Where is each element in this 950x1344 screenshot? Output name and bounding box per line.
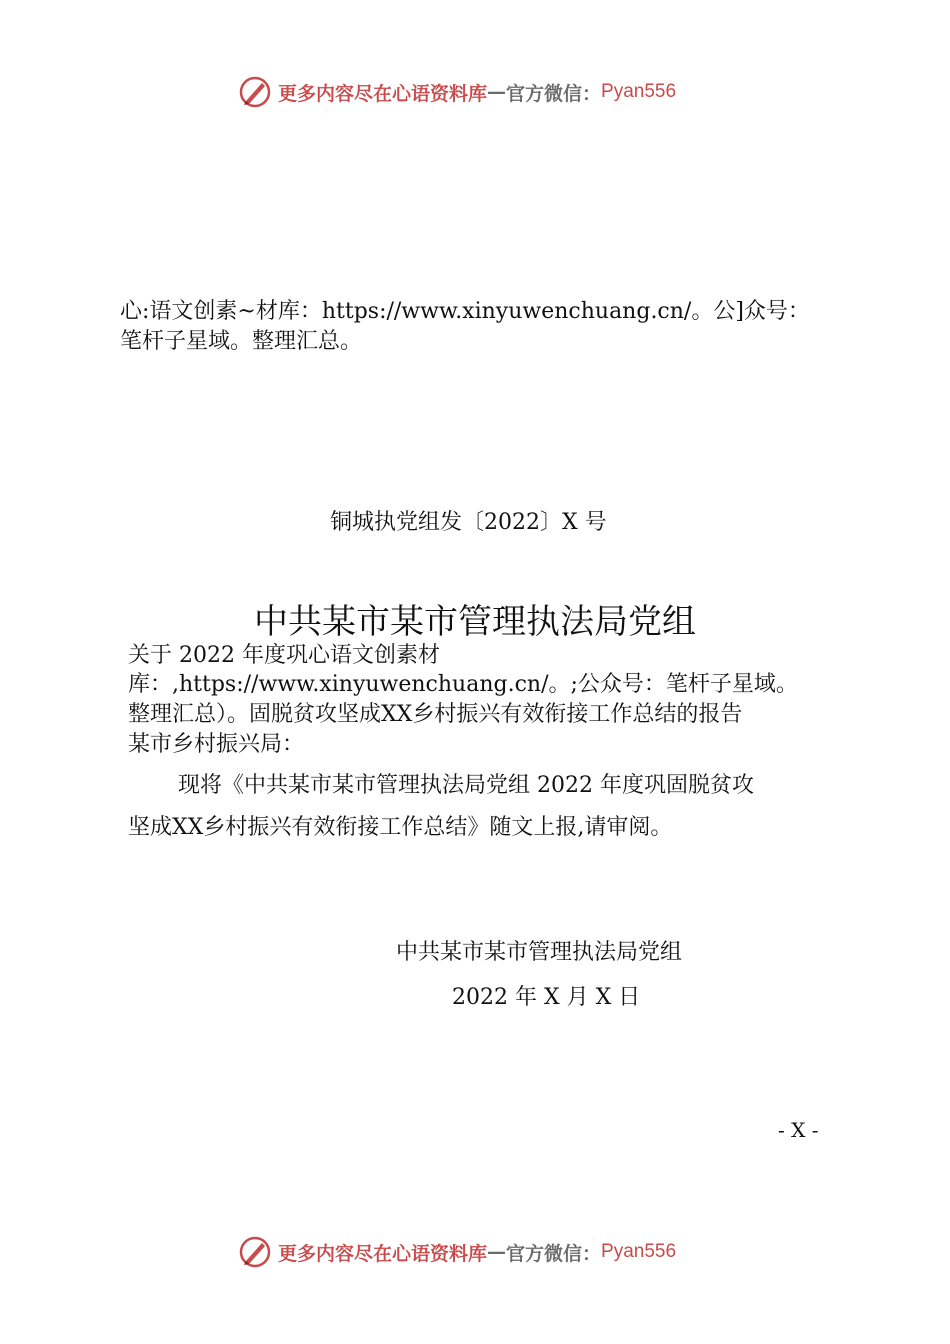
banner-wechat-label: 官方微信： <box>506 82 602 105</box>
banner-wechat-account: Pyan556 <box>601 81 677 102</box>
body-line-1: 现将《中共某市某市管理执法局党组 2022 年度巩固脱贫攻 <box>178 773 754 798</box>
banner-wechat-label: 官方微信： <box>506 1242 602 1265</box>
banner-dash: — <box>487 1241 507 1263</box>
body-line-2: 坚成XX乡村振兴有效衔接工作总结》随文上报,请审阅。 <box>128 815 673 840</box>
banner-wechat-account: Pyan556 <box>601 1241 677 1262</box>
source-note-line-2: 笔杆子星域。整理汇总。 <box>120 329 363 354</box>
pen-logo-icon <box>238 75 272 109</box>
banner-dash: — <box>487 81 507 103</box>
signature-org: 中共某市某市管理执法局党组 <box>396 940 683 965</box>
subject-line-3: 整理汇总）。固脱贫攻坚成XX乡村振兴有效衔接工作总结的报告 <box>128 702 743 727</box>
banner-promo-text: 更多内容尽在心语资料库 <box>278 82 488 105</box>
subject-line-1: 关于 2022 年度巩心语文创素材 <box>128 643 440 668</box>
subject-line-2: 库：,https://www.xinyuwenchuang.cn/。;公众号：笔杆子星域。 <box>128 672 798 697</box>
page-number: - X - <box>778 1118 819 1142</box>
pen-logo-icon <box>238 1235 272 1269</box>
source-note-line-1: 心:语文创素~材库：https://www.xinyuwenchuang.cn/。公]众号： <box>120 299 810 324</box>
recipient: 某市乡村振兴局： <box>128 732 305 757</box>
footer-banner <box>238 1234 676 1270</box>
document-number: 铜城执党组发〔2022〕X 号 <box>330 510 607 535</box>
signature-date: 2022 年 X 月 X 日 <box>452 985 641 1010</box>
page-title: 中共某市某市管理执法局党组 <box>254 602 696 642</box>
banner-promo-text: 更多内容尽在心语资料库 <box>278 1242 488 1265</box>
header-banner <box>238 74 676 110</box>
